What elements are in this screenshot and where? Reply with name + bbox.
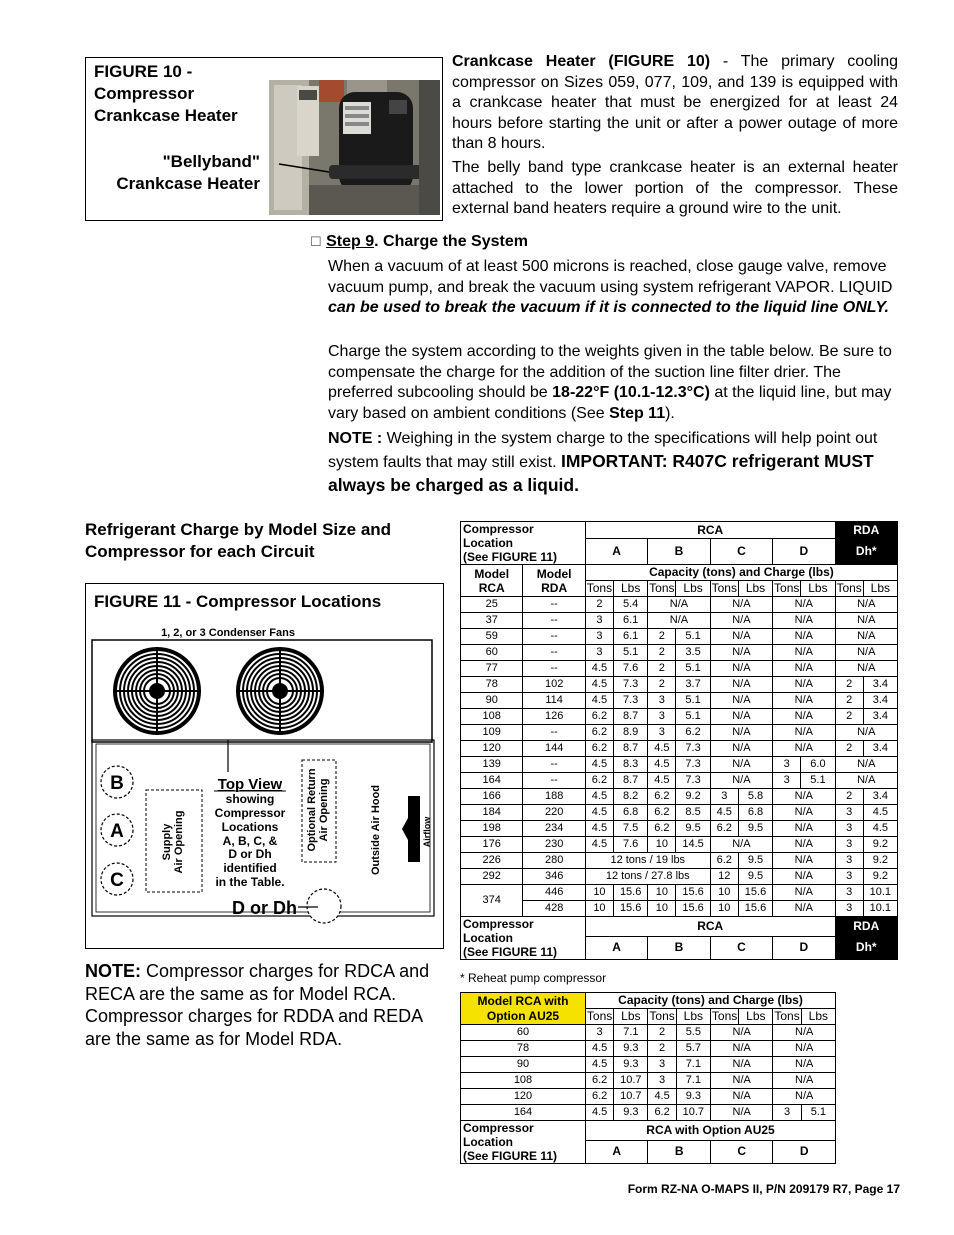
note-label: NOTE:	[85, 961, 141, 981]
p2-text-b: 18-22°F (10.1-12.3°C)	[552, 384, 710, 401]
dh-header: Dh*	[835, 539, 897, 565]
p2-text-a: Charge the system according to the weights given in the table below. Be sure to compensate the charge for the addition of the suction line filter drier. The preferred subcooling should be	[328, 343, 892, 401]
dh-footer: Dh*	[835, 936, 897, 959]
table-row: 77 -- 4.5 7.6 2 5.1 N/A N/A N/A	[461, 661, 898, 677]
compressor-a-icon	[101, 814, 133, 846]
table-row: 60 3 7.1 2 5.5 N/A N/A	[461, 1025, 836, 1041]
compressor-letter: A	[585, 539, 647, 565]
table-row: 60 -- 3 5.1 2 3.5 N/A N/A N/A	[461, 645, 898, 661]
bellyband-label: "Bellyband" Crankcase Heater	[116, 152, 260, 193]
table-row: 120 144 6.2 8.7 4.5 7.3 N/A N/A 2 3.4	[461, 741, 898, 757]
location-header: Compressor Location (See FIGURE 11)	[461, 522, 586, 565]
au25-charge-table	[460, 992, 836, 1164]
unit-header: Tons	[586, 581, 613, 595]
rda-footer: RDA	[835, 917, 897, 937]
table-row: 109 -- 6.2 8.9 3 6.2 N/A N/A N/A	[461, 725, 898, 741]
page-footer: Form RZ-NA O-MAPS II, P/N 209179 R7, Page 17	[627, 1182, 900, 1196]
table-row: 25 -- 2 5.4 N/A N/A N/A N/A	[461, 597, 898, 613]
unit-header: Tons	[711, 581, 737, 595]
unit-header: Tons	[586, 1009, 613, 1023]
compressor-locations-diagram	[86, 584, 443, 948]
table-row: 90 4.5 9.3 3 7.1 N/A N/A	[461, 1057, 836, 1073]
figure-10-box	[85, 57, 443, 221]
table-row: 37 -- 3 6.1 N/A N/A N/A N/A	[461, 613, 898, 629]
step-9-paragraph-1	[328, 257, 898, 319]
top-view-desc-5: D or Dh	[228, 847, 272, 861]
table-row: 139 -- 4.5 8.3 4.5 7.3 N/A 3 6.0 N/A	[461, 757, 898, 773]
compressor-c-icon	[101, 863, 133, 895]
unit-header: Lbs	[676, 1009, 710, 1025]
return-label-1: Optional Return	[306, 768, 318, 852]
compressor-photo	[269, 80, 440, 215]
figure-11-title: FIGURE 11 - Compressor Locations	[94, 592, 382, 611]
supply-label-2: Air Opening	[173, 810, 185, 874]
compressor-letter: B	[648, 936, 710, 959]
top-view-desc-7: in the Table.	[215, 875, 285, 889]
step-9-label: Step 9	[326, 233, 375, 250]
top-view-desc-2: Compressor	[214, 806, 286, 820]
p1-text-a: When a vacuum of at least 500 microns is reached, close gauge valve, remove vacuum pump, and break the vacuum using system refrigerant VAPOR	[328, 258, 887, 296]
table-row: 226 280 12 tons / 19 lbs 6.2 9.5 N/A 3 9.2	[461, 853, 898, 869]
figure-10-title: FIGURE 10 - Compressor Crankcase Heater	[94, 62, 238, 125]
crankcase-paragraph-1	[452, 52, 898, 155]
p2-text-c: at the liquid line, but may vary based on ambient conditions (See	[328, 384, 892, 422]
step-9-title: . Charge the System	[374, 233, 528, 250]
unit-header: Tons	[774, 581, 800, 595]
p1-text-c: can be used to break the vacuum if it is connected to the liquid line ONLY.	[328, 299, 889, 316]
top-view-desc-6: identified	[223, 861, 277, 875]
compressor-d-label: D or Dh	[232, 898, 297, 918]
compressor-b-label: B	[110, 773, 124, 794]
note-text: Compressor charges for RDCA and RECA are the same as for Model RCA. Compressor charges for RDDA and REDA are the same as for Model RDA.	[85, 961, 430, 1049]
top-view-label: Top View	[217, 776, 283, 793]
compressor-letter: D	[773, 1140, 836, 1163]
p3-note-label: NOTE :	[328, 430, 387, 447]
model-rca-header: Model RCA	[461, 565, 523, 597]
compressor-b-icon	[101, 766, 133, 798]
airflow-label: Airflow	[422, 816, 432, 848]
crankcase-heading: Crankcase Heater (FIGURE 10)	[452, 53, 711, 70]
condenser-fan-left-icon	[113, 647, 201, 735]
table-row: 108 6.2 10.7 3 7.1 N/A N/A	[461, 1073, 836, 1089]
top-view-desc-1: showing	[225, 792, 275, 806]
unit-header: Lbs	[614, 581, 648, 597]
unit-header: Lbs	[738, 581, 772, 597]
table-row: 78 102 4.5 7.3 2 3.7 N/A N/A 2 3.4	[461, 677, 898, 693]
crankcase-text-1: - The primary cooling compressor on Sizes 059, 077, 109, and 139 is equipped with a crankcase heater that must be energized for at least 24 hours before starting the unit or after a power outage of more than 8 hours.	[452, 53, 898, 152]
refrigerant-charge-heading: Refrigerant Charge by Model Size and Compressor for each Circuit	[85, 520, 392, 561]
table-row: 78 4.5 9.3 2 5.7 N/A N/A	[461, 1041, 836, 1057]
compressor-letter: D	[773, 539, 835, 565]
compressor-letter: D	[773, 936, 835, 959]
table-row: 108 126 6.2 8.7 3 5.1 N/A N/A 2 3.4	[461, 709, 898, 725]
condenser-fan-right-icon	[236, 647, 324, 735]
rca-au25-footer: RCA with Option AU25	[586, 1121, 836, 1141]
unit-header: Lbs	[801, 581, 835, 597]
unit-header: Tons	[649, 1009, 675, 1023]
compressor-a-label: A	[110, 821, 124, 842]
return-label-2: Air Opening	[318, 778, 330, 842]
reheat-footnote: * Reheat pump compressor	[460, 971, 607, 985]
checkbox-icon: ☐	[310, 234, 322, 249]
p3-important: IMPORTANT: R407C refrigerant MUST always be charged as a liquid.	[328, 451, 874, 495]
p2-text-d: Step 11	[609, 404, 666, 422]
unit-header: Lbs	[676, 581, 710, 597]
unit-header: Lbs	[739, 1009, 773, 1025]
compressor-c-label: C	[110, 870, 124, 891]
compressor-letter: C	[710, 1140, 772, 1163]
rda-header: RDA	[835, 522, 897, 539]
refrigerant-charge-table	[460, 521, 898, 960]
table-row: 176 230 4.5 7.6 10 14.5 N/A N/A 3 9.2	[461, 837, 898, 853]
figure-11-box	[85, 583, 444, 949]
outside-air-hood-label: Outside Air Hood	[370, 784, 382, 876]
unit-header: Lbs	[614, 1009, 648, 1025]
crankcase-paragraph-2: The belly band type crankcase heater is an external heater attached to the lower portion of the compressor. These external band heaters require a ground wire to the unit.	[452, 159, 898, 217]
table-row: 184 220 4.5 6.8 6.2 8.5 4.5 6.8 N/A 3 4.5	[461, 805, 898, 821]
supply-label-1: Supply	[161, 823, 173, 861]
p1-text-b: . LIQUID	[830, 278, 893, 296]
model-rda-header: Model RDA	[523, 565, 585, 597]
unit-header: Tons	[711, 1009, 738, 1023]
table-row: 166 188 4.5 8.2 6.2 9.2 3 5.8 N/A 2 3.4	[461, 789, 898, 805]
step-9-paragraph-3	[328, 428, 898, 498]
au25-header: Model RCA with Option AU25	[461, 993, 586, 1025]
condenser-fans-label: 1, 2, or 3 Condenser Fans	[161, 627, 295, 639]
unit-header: Tons	[649, 581, 675, 595]
p3-text: Weighing in the system charge to the specifications will help point out system faults that may still exist.	[328, 430, 878, 471]
capacity-header: Capacity (tons) and Charge (lbs)	[585, 565, 897, 581]
top-view-desc-4: A, B, C, &	[222, 834, 278, 848]
au25-location-footer: Compressor Location (See FIGURE 11)	[461, 1121, 586, 1164]
compressor-letter: C	[710, 936, 772, 959]
rca-footer: RCA	[585, 917, 835, 937]
table-row: 59 -- 3 6.1 2 5.1 N/A N/A N/A	[461, 629, 898, 645]
top-view-desc-3: Locations	[221, 820, 279, 834]
table-row: 198 234 4.5 7.5 6.2 9.5 6.2 9.5 N/A 3 4.5	[461, 821, 898, 837]
rca-header: RCA	[585, 522, 835, 539]
au25-capacity-header: Capacity (tons) and Charge (lbs)	[586, 993, 836, 1009]
table-row: 120 6.2 10.7 4.5 9.3 N/A N/A	[461, 1089, 836, 1105]
compressor-letter: B	[648, 539, 710, 565]
step-9-paragraph-2	[328, 342, 898, 424]
compressor-letter: C	[710, 539, 772, 565]
table-row: 428 10 15.6 10 15.6 10 15.6 N/A 3 10.1	[461, 901, 898, 917]
table-row: 164 4.5 9.3 6.2 10.7 N/A 3 5.1	[461, 1105, 836, 1121]
compressor-letter: A	[585, 936, 647, 959]
p2-text-e: ).	[665, 404, 675, 422]
table-row: 90 114 4.5 7.3 3 5.1 N/A N/A 2 3.4	[461, 693, 898, 709]
table-row: 164 -- 6.2 8.7 4.5 7.3 N/A 3 5.1 N/A	[461, 773, 898, 789]
location-footer: Compressor Location (See FIGURE 11)	[461, 917, 586, 960]
compressor-d-icon	[307, 889, 341, 923]
table-row: 374 446 10 15.6 10 15.6 10 15.6 N/A 3 10.1	[461, 885, 898, 901]
unit-header: Tons	[774, 1009, 800, 1023]
unit-header: Lbs	[801, 1009, 835, 1025]
compressor-note	[85, 960, 445, 1050]
unit-header: Lbs	[863, 581, 897, 597]
step-9-heading	[310, 233, 528, 251]
table-row: 292 346 12 tons / 27.8 lbs 12 9.5 N/A 3 9.2	[461, 869, 898, 885]
compressor-letter: A	[586, 1140, 648, 1163]
unit-header: Tons	[836, 581, 862, 595]
compressor-letter: B	[648, 1140, 710, 1163]
